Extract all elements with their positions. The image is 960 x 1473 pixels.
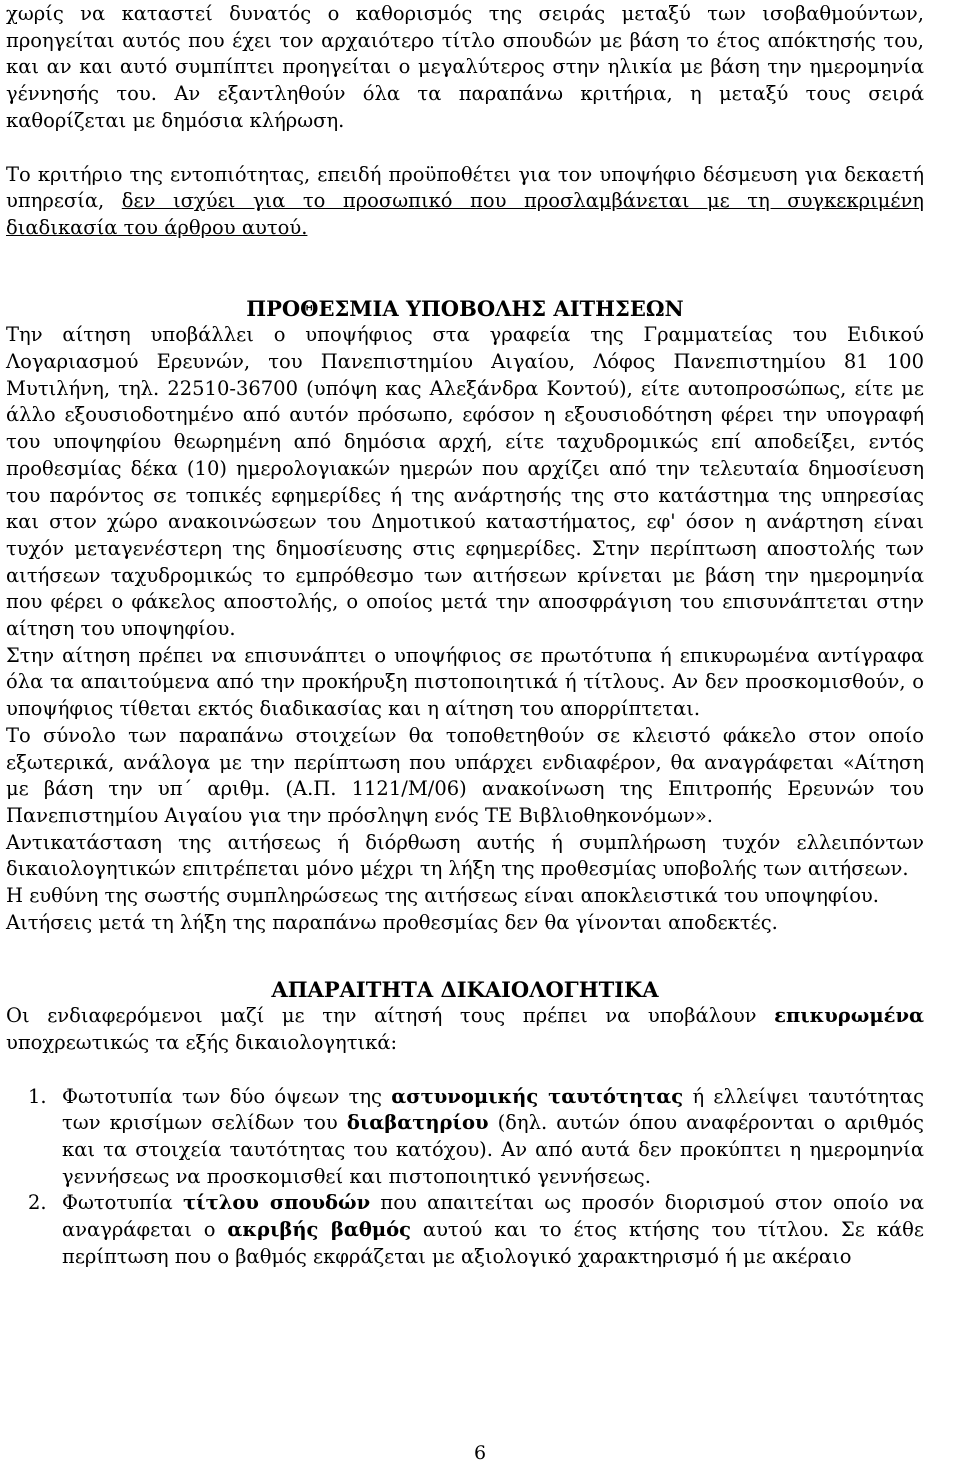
deadline-paragraph-3: Το σύνολο των παραπάνω στοιχείων θα τοποθετηθούν σε κλειστό φάκελο στον οποίο εξωτερικά, ανάλογα με την περίπτωση που υπάρχει ενδιαφέρον, θα αναγράφεται «Αίτηση με βάση την υπ΄ αριθμ. (Α.Π. 1121/Μ/06) ανακοίνωση της Επιτροπής Ερευνών του Πανεπιστημίου Αιγαίου για την πρόσληψη ενός ΤΕ Βιβλιοθηκονόμων».: [6, 723, 924, 827]
intro-paragraph-2-text: Το κριτήριο της εντοπιότητας, επειδή προϋποθέτει για τον υποψήφιο δέσμευση για δεκαετή υπηρεσία,: [6, 162, 924, 213]
deadline-paragraph-4: Αντικατάσταση της αιτήσεως ή διόρθωση αυτής ή συμπλήρωση τυχόν ελλειπόντων δικαιολογητικών επιτρέπεται μόνο μέχρι τη λήξη της προθεσμίας υποβολής των αιτήσεων.: [6, 830, 924, 881]
list-item-bold: διαβατηρίου: [346, 1111, 489, 1135]
list-item: [6, 1190, 924, 1270]
list-item-bold: τίτλου σπουδών: [183, 1191, 371, 1215]
section-heading-documents: ΑΠΑΡΑΙΤΗΤΑ ΔΙΚΑΙΟΛΟΓΗΤΙΚΑ: [271, 976, 659, 1002]
list-item-number: 2.: [28, 1191, 47, 1215]
deadline-paragraph-1: Την αίτηση υποβάλλει ο υποψήφιος στα γραφεία της Γραμματείας του Ειδικού Λογαριασμού Ερευνών, του Πανεπιστημίου Αιγαίου, Λόφος Πανεπιστημίου 81 100 Μυτιλήνη, τηλ. 22510-36700 (υπόψη κας Αλεξάνδρα Κοντού), είτε αυτοπροσώπως, είτε με άλλο εξουσιοδοτημένο από αυτόν πρόσωπο, εφόσον η εξουσιοδότηση φέρει την υπογραφή του υποψηφίου θεωρημένη από δημόσια αρχή, είτε ταχυδρομικώς επί αποδείξει, εντός προθεσμίας δέκα (10) ημερολογιακών ημερών που αρχίζει από την τελευταία δημοσίευση του παρόντος σε τοπικές εφημερίδες ή της ανάρτησής της στο κατάστημα της υπηρεσίας και στον χώρο ανακοινώσεων του Δημοτικού καταστήματος, εφ' όσον η ανάρτηση είναι τυχόν μεταγενέστερη της δημοσίευσης στις εφημερίδες. Στην περίπτωση αποστολής των αιτήσεων ταχυδρομικώς το εμπρόθεσμο των αιτήσεων κρίνεται με βάση την ημερομηνία που φέρει ο φάκελος αποστολής, ο οποίος μετά την αποσφράγιση του επισυνάπτεται στην αίτηση του υποψηφίου.: [6, 323, 924, 641]
list-item: [6, 1084, 924, 1191]
list-item-number: 1.: [28, 1084, 47, 1108]
intro-paragraph-2: [6, 162, 924, 242]
page-number: 6: [473, 1442, 487, 1464]
list-item-text: που απαιτείται ως προσόν διορισμού στον οποίο να αναγράφεται ο: [62, 1191, 924, 1242]
intro-paragraph-2-underlined: δεν ισχύει για το προσωπικό που προσλαμβάνεται με τη συγκεκριμένη διαδικασία του άρθρου αυτού.: [6, 189, 924, 239]
documents-intro-bold: επικυρωμένα: [774, 1004, 924, 1028]
section-heading-deadline: ΠΡΟΘΕΣΜΙΑ ΥΠΟΒΟΛΗΣ ΑΙΤΗΣΕΩΝ: [246, 295, 684, 321]
list-item-text: Φωτοτυπία: [62, 1191, 184, 1215]
list-item-text: αυτού και το έτος κτήσης του τίτλου. Σε κάθε περίπτωση που ο βαθμός εκφράζεται με αξιολογικό χαρακτηρισμό ή με ακέραιο: [62, 1218, 924, 1268]
documents-intro-end: υποχρεωτικώς τα εξής δικαιολογητικά:: [6, 1030, 398, 1054]
deadline-paragraph-5: Η ευθύνη της σωστής συμπληρώσεως της αιτήσεως είναι αποκλειστικά του υποψηφίου.: [6, 884, 879, 908]
list-item-bold: ακριβής βαθμός: [227, 1218, 412, 1242]
documents-intro-text: Οι ενδιαφερόμενοι μαζί με την αίτησή τους πρέπει να υποβάλουν: [6, 1004, 775, 1028]
list-item-text: (δηλ. αυτών όπου αναφέρονται ο αριθμός και τα στοιχεία ταυτότητας του κατόχου). Αν από αυτά δεν προκύπτει η ημερομηνία γεννήσεως να προσκομισθεί και πιστοποιητικό γεννήσεως.: [62, 1111, 924, 1188]
documents-intro: [6, 1003, 924, 1056]
documents-list: [6, 1084, 924, 1271]
list-item-bold: αστυνομικής ταυτότητας: [391, 1084, 684, 1108]
intro-paragraph-1: χωρίς να καταστεί δυνατός ο καθορισμός της σειράς μεταξύ των ισοβαθμούντων, προηγείται αυτός που έχει τον αρχαιότερο τίτλο σπουδών με βάση το έτος απόκτησής του, και αν και αυτό συμπίπτει προηγείται ο μεγαλύτερος στην ηλικία με βάση την ημερομηνία γέννησής του. Αν εξαντληθούν όλα τα παραπάνω κριτήρια, η μεταξύ τους σειρά καθορίζεται με δημόσια κλήρωση.: [6, 2, 924, 132]
list-item-text: Φωτοτυπία των δύο όψεων της: [62, 1084, 392, 1108]
deadline-paragraph-6: Αιτήσεις μετά τη λήξη της παραπάνω προθεσμίας δεν θα γίνονται αποδεκτές.: [6, 910, 778, 934]
deadline-paragraph-2: Στην αίτηση πρέπει να επισυνάπτει ο υποψήφιος σε πρωτότυπα ή επικυρωμένα αντίγραφα όλα τα απαιτούμενα από την προκήρυξη πιστοποιητικά ή τίτλους. Αν δεν προσκομισθούν, ο υποψήφιος τίθεται εκτός διαδικασίας και η αίτηση του απορρίπτεται.: [6, 643, 924, 721]
list-item-text: ή ελλείψει ταυτότητας των κρισίμων σελίδων του: [62, 1084, 924, 1135]
